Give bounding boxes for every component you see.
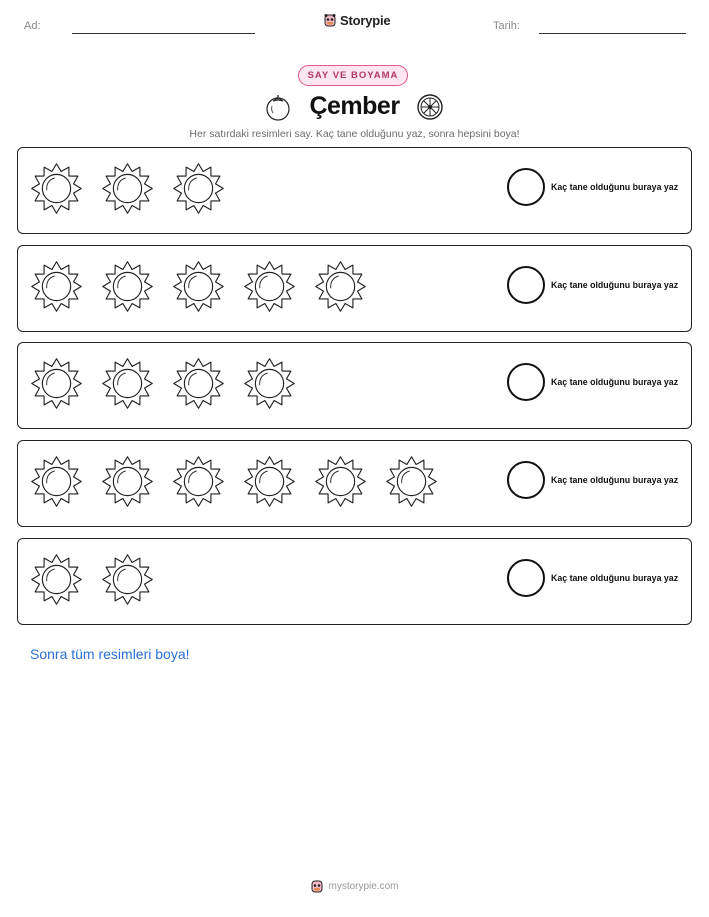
counting-row: [17, 245, 692, 332]
answer-circle[interactable]: [507, 168, 545, 206]
sun-icon[interactable]: [101, 552, 154, 607]
answer-circle[interactable]: [507, 363, 545, 401]
sun-icon[interactable]: [172, 356, 225, 411]
sun-icon[interactable]: [30, 161, 83, 216]
brand-logo: [323, 13, 390, 28]
sun-icon[interactable]: [243, 259, 296, 314]
date-label: Tarih:: [493, 20, 520, 32]
answer-circle[interactable]: [507, 559, 545, 597]
name-label: Ad:: [24, 20, 41, 32]
sun-icon[interactable]: [314, 259, 367, 314]
activity-badge: SAY VE BOYAMA: [298, 65, 408, 86]
footer: [0, 879, 709, 894]
counting-row: [17, 440, 692, 527]
answer-circle[interactable]: [507, 266, 545, 304]
name-field-line[interactable]: [72, 33, 255, 34]
sun-group: [30, 552, 154, 607]
sun-icon[interactable]: [101, 356, 154, 411]
answer-prompt: Kaç tane olduğunu buraya yaz: [551, 182, 679, 192]
closing-instruction: Sonra tüm resimleri boya!: [30, 646, 190, 662]
sun-icon[interactable]: [172, 454, 225, 509]
sun-icon[interactable]: [101, 454, 154, 509]
sun-group: [30, 161, 225, 216]
storypie-mascot-icon: [310, 879, 324, 894]
answer-prompt: Kaç tane olduğunu buraya yaz: [551, 573, 679, 583]
sun-icon[interactable]: [243, 454, 296, 509]
counting-row: [17, 147, 692, 234]
answer-prompt: Kaç tane olduğunu buraya yaz: [551, 475, 679, 485]
sun-icon[interactable]: [30, 552, 83, 607]
sun-icon[interactable]: [30, 356, 83, 411]
page-title: Çember: [309, 92, 400, 120]
storypie-mascot-icon: [323, 13, 337, 28]
answer-prompt: Kaç tane olduğunu buraya yaz: [551, 377, 679, 387]
footer-url: mystorypie.com: [328, 881, 399, 892]
brand-name: Storypie: [340, 13, 391, 28]
counting-row: [17, 538, 692, 625]
counting-row: [17, 342, 692, 429]
sun-icon[interactable]: [385, 454, 438, 509]
sun-icon[interactable]: [30, 259, 83, 314]
sun-group: [30, 454, 438, 509]
sun-icon[interactable]: [172, 259, 225, 314]
instructions-text: Her satırdaki resimleri say. Kaç tane olduğunu yaz, sonra hepsini boya!: [189, 128, 520, 140]
sun-icon[interactable]: [30, 454, 83, 509]
title-row: [0, 92, 709, 122]
answer-prompt: Kaç tane olduğunu buraya yaz: [551, 280, 679, 290]
date-field-line[interactable]: [539, 33, 686, 34]
sun-icon[interactable]: [314, 454, 367, 509]
sun-group: [30, 356, 296, 411]
sun-icon[interactable]: [101, 161, 154, 216]
sun-icon[interactable]: [172, 161, 225, 216]
tomato-icon: [263, 92, 293, 122]
sun-group: [30, 259, 367, 314]
answer-circle[interactable]: [507, 461, 545, 499]
sun-icon[interactable]: [243, 356, 296, 411]
wheel-icon: [415, 92, 445, 122]
sun-icon[interactable]: [101, 259, 154, 314]
